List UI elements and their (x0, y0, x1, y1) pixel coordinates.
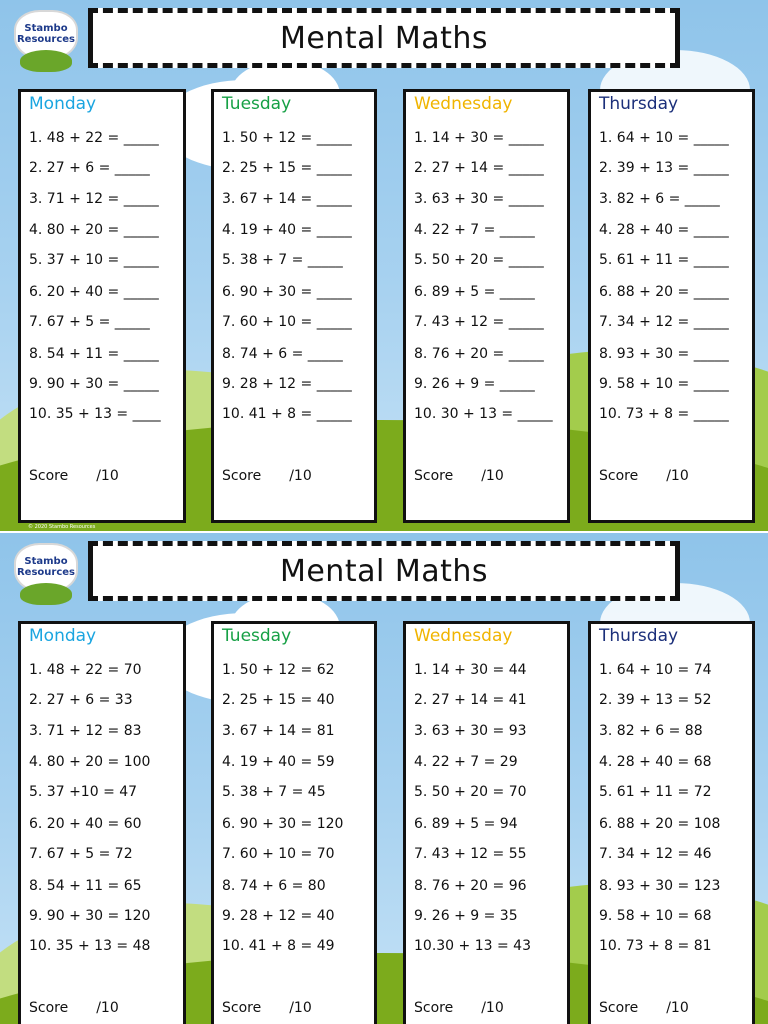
question-item: 2. 27 + 6 = _____ (29, 160, 150, 176)
score-line: Score /10 (29, 468, 119, 484)
question-item: 8. 76 + 20 = _____ (414, 346, 544, 362)
answer-item: 8. 76 + 20 = 96 (414, 878, 527, 894)
question-item: 9. 26 + 9 = _____ (414, 376, 535, 392)
question-item: 3. 63 + 30 = _____ (414, 191, 544, 207)
question-item: 2. 25 + 15 = _____ (222, 160, 352, 176)
answer-item: 5. 50 + 20 = 70 (414, 784, 527, 800)
title-banner (88, 8, 680, 68)
question-item: 6. 88 + 20 = _____ (599, 284, 729, 300)
stambo-logo: Stambo Resources (12, 543, 80, 603)
answer-item: 2. 25 + 15 = 40 (222, 692, 335, 708)
answer-item: 3. 67 + 14 = 81 (222, 723, 335, 739)
question-item: 5. 50 + 20 = _____ (414, 252, 544, 268)
day-heading: Thursday (599, 626, 679, 646)
score-line: Score /10 (29, 1000, 119, 1016)
answer-item: 6. 20 + 40 = 60 (29, 816, 142, 832)
question-item: 7. 60 + 10 = _____ (222, 314, 352, 330)
question-item: 7. 43 + 12 = _____ (414, 314, 544, 330)
answer-item: 9. 58 + 10 = 68 (599, 908, 712, 924)
question-item: 4. 28 + 40 = _____ (599, 222, 729, 238)
answer-item: 10. 35 + 13 = 48 (29, 938, 151, 954)
title-banner (88, 541, 680, 601)
day-card-tuesday (211, 89, 377, 523)
answer-item: 1. 48 + 22 = 70 (29, 662, 142, 678)
question-item: 1. 64 + 10 = _____ (599, 130, 729, 146)
question-item: 7. 34 + 12 = _____ (599, 314, 729, 330)
copyright-notice: © 2020 Stambo Resources (28, 524, 96, 530)
question-item: 8. 54 + 11 = _____ (29, 346, 159, 362)
question-item: 2. 39 + 13 = _____ (599, 160, 729, 176)
question-item: 5. 37 + 10 = _____ (29, 252, 159, 268)
answer-item: 5. 38 + 7 = 45 (222, 784, 326, 800)
question-item: 1. 48 + 22 = _____ (29, 130, 159, 146)
answer-item: 1. 64 + 10 = 74 (599, 662, 712, 678)
answer-item: 7. 34 + 12 = 46 (599, 846, 712, 862)
day-heading: Tuesday (222, 94, 292, 114)
answer-item: 4. 28 + 40 = 68 (599, 754, 712, 770)
answer-item: 9. 90 + 30 = 120 (29, 908, 151, 924)
score-line: Score /10 (599, 468, 689, 484)
answer-item: 4. 19 + 40 = 59 (222, 754, 335, 770)
question-item: 5. 38 + 7 = _____ (222, 252, 343, 268)
question-item: 6. 89 + 5 = _____ (414, 284, 535, 300)
question-item: 3. 67 + 14 = _____ (222, 191, 352, 207)
page-title: Mental Maths (279, 553, 489, 589)
day-card-wednesday (403, 621, 570, 1024)
answer-item: 9. 26 + 9 = 35 (414, 908, 518, 924)
question-item: 10. 30 + 13 = _____ (414, 406, 553, 422)
day-card-monday (18, 621, 186, 1024)
answer-item: 6. 89 + 5 = 94 (414, 816, 518, 832)
day-heading: Tuesday (222, 626, 292, 646)
answer-item: 7. 43 + 12 = 55 (414, 846, 527, 862)
answer-item: 7. 67 + 5 = 72 (29, 846, 133, 862)
question-item: 1. 50 + 12 = _____ (222, 130, 352, 146)
day-card-thursday (588, 89, 755, 523)
stambo-logo: Stambo Resources (12, 10, 80, 70)
answer-item: 1. 50 + 12 = 62 (222, 662, 335, 678)
day-heading: Thursday (599, 94, 679, 114)
question-item: 4. 22 + 7 = _____ (414, 222, 535, 238)
answer-item: 4. 22 + 7 = 29 (414, 754, 518, 770)
question-item: 9. 28 + 12 = _____ (222, 376, 352, 392)
question-item: 1. 14 + 30 = _____ (414, 130, 544, 146)
day-card-wednesday (403, 89, 570, 523)
question-item: 5. 61 + 11 = _____ (599, 252, 729, 268)
answer-item: 6. 88 + 20 = 108 (599, 816, 721, 832)
answer-item: 8. 93 + 30 = 123 (599, 878, 721, 894)
day-heading: Wednesday (414, 626, 513, 646)
answer-item: 5. 61 + 11 = 72 (599, 784, 712, 800)
page-title: Mental Maths (279, 20, 489, 56)
day-card-tuesday (211, 621, 377, 1024)
question-item: 8. 93 + 30 = _____ (599, 346, 729, 362)
answer-item: 8. 74 + 6 = 80 (222, 878, 326, 894)
question-item: 10. 73 + 8 = _____ (599, 406, 729, 422)
day-heading: Monday (29, 94, 97, 114)
answer-item: 3. 63 + 30 = 93 (414, 723, 527, 739)
day-card-monday (18, 89, 186, 523)
answer-item: 3. 82 + 6 = 88 (599, 723, 703, 739)
day-heading: Wednesday (414, 94, 513, 114)
score-line: Score /10 (222, 468, 312, 484)
answer-item: 6. 90 + 30 = 120 (222, 816, 344, 832)
answer-item: 5. 37 +10 = 47 (29, 784, 138, 800)
answer-item: 4. 80 + 20 = 100 (29, 754, 151, 770)
question-item: 6. 20 + 40 = _____ (29, 284, 159, 300)
question-item: 9. 58 + 10 = _____ (599, 376, 729, 392)
question-item: 8. 74 + 6 = _____ (222, 346, 343, 362)
answer-item: 10. 73 + 8 = 81 (599, 938, 712, 954)
question-item: 2. 27 + 14 = _____ (414, 160, 544, 176)
answer-item: 9. 28 + 12 = 40 (222, 908, 335, 924)
question-item: 4. 19 + 40 = _____ (222, 222, 352, 238)
answer-item: 7. 60 + 10 = 70 (222, 846, 335, 862)
answer-item: 8. 54 + 11 = 65 (29, 878, 142, 894)
answer-item: 10.30 + 13 = 43 (414, 938, 531, 954)
answer-item: 10. 41 + 8 = 49 (222, 938, 335, 954)
score-line: Score /10 (222, 1000, 312, 1016)
score-line: Score /10 (599, 1000, 689, 1016)
day-card-thursday (588, 621, 755, 1024)
question-item: 4. 80 + 20 = _____ (29, 222, 159, 238)
score-line: Score /10 (414, 1000, 504, 1016)
day-heading: Monday (29, 626, 97, 646)
answer-item: 3. 71 + 12 = 83 (29, 723, 142, 739)
answer-item: 2. 39 + 13 = 52 (599, 692, 712, 708)
question-item: 10. 41 + 8 = _____ (222, 406, 352, 422)
question-item: 7. 67 + 5 = _____ (29, 314, 150, 330)
question-item: 3. 71 + 12 = _____ (29, 191, 159, 207)
answers-sheet (0, 533, 768, 1024)
question-item: 3. 82 + 6 = _____ (599, 191, 720, 207)
question-item: 9. 90 + 30 = _____ (29, 376, 159, 392)
answer-item: 1. 14 + 30 = 44 (414, 662, 527, 678)
answer-item: 2. 27 + 14 = 41 (414, 692, 527, 708)
score-line: Score /10 (414, 468, 504, 484)
question-item: 6. 90 + 30 = _____ (222, 284, 352, 300)
answer-item: 2. 27 + 6 = 33 (29, 692, 133, 708)
question-item: 10. 35 + 13 = ____ (29, 406, 161, 422)
